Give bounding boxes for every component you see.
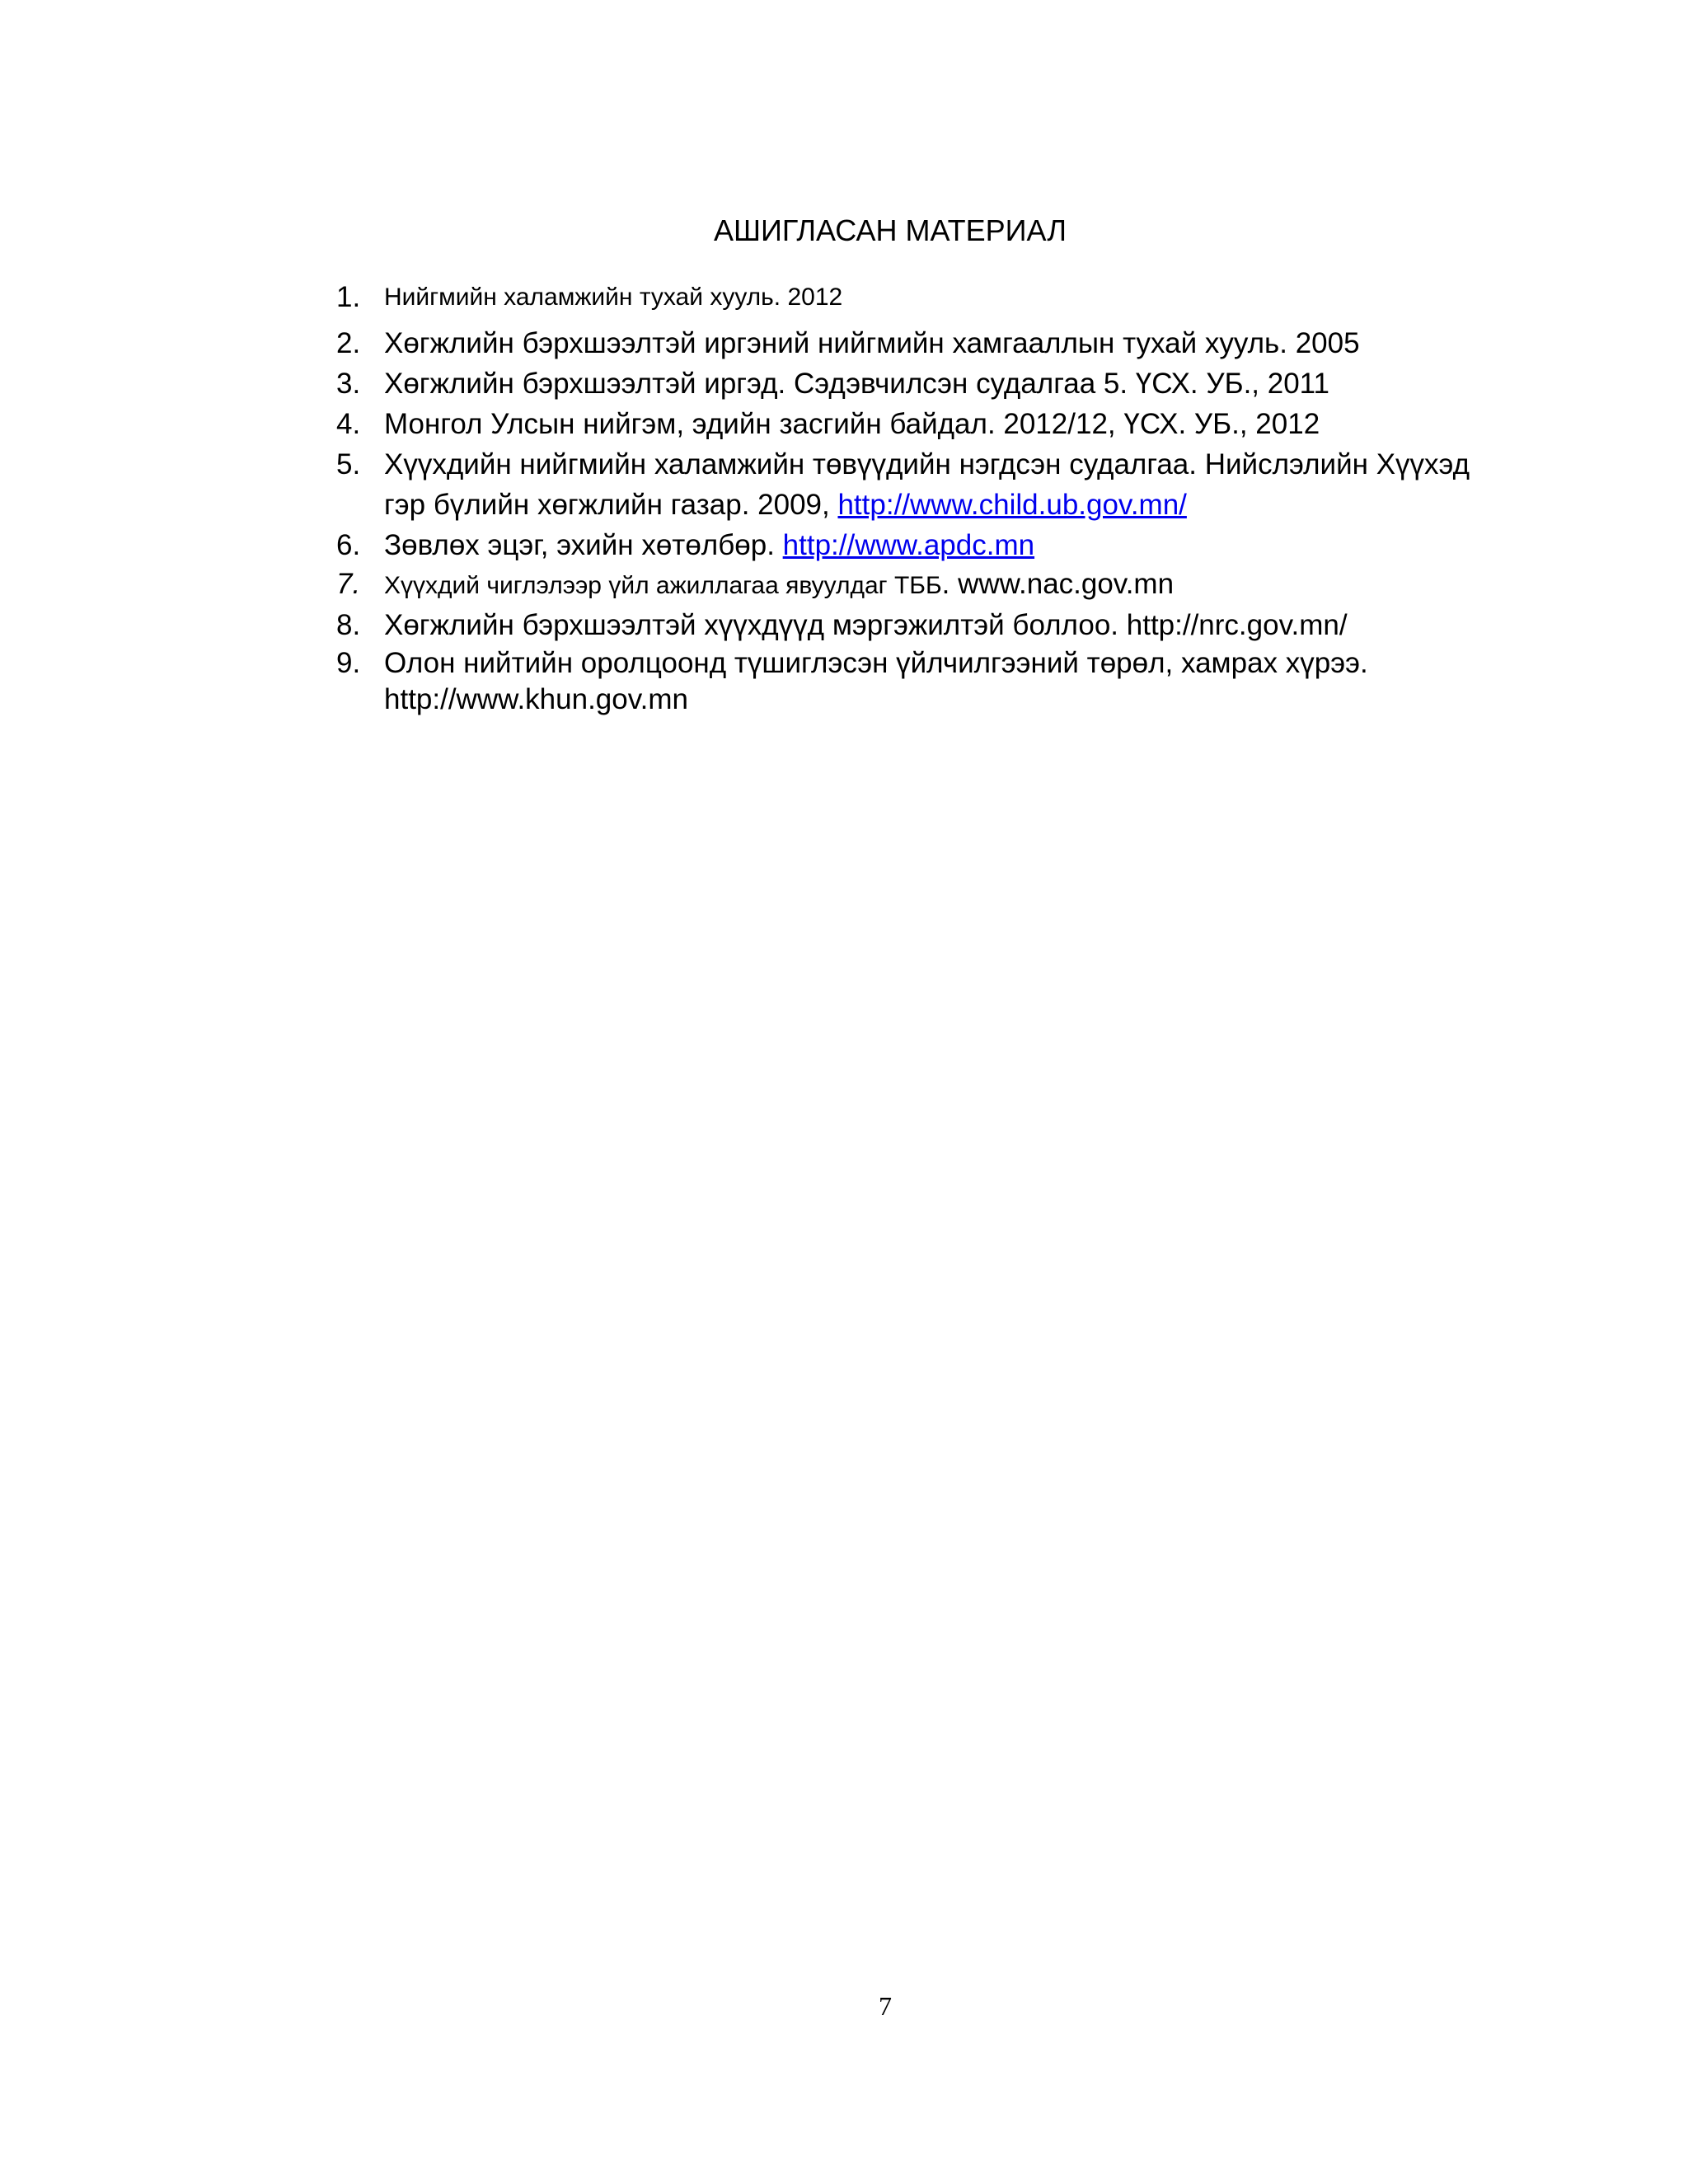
reference-item-8	[330, 605, 1500, 645]
reference-number: 7.	[336, 568, 361, 600]
reference-item-9	[330, 645, 1500, 718]
reference-number: 3.	[336, 368, 361, 400]
reference-text: Хүүхдийн нийгмийн халамжийн төвүүдийн нэгдсэн судалгаа. Нийслэлийн Хүүхэд гэр бүлийн хөгжлийн газар. 2009,	[384, 448, 1470, 521]
reference-text: Монгол Улсын нийгэм, эдийн засгийн байдал. 2012/12, ҮСХ. УБ., 2012	[384, 408, 1320, 440]
page-number: 7	[879, 1991, 892, 2021]
reference-item-4	[330, 404, 1500, 444]
reference-text-tail: . www.nac.gov.mn	[941, 568, 1175, 600]
reference-link-apdc[interactable]: http://www.apdc.mn	[782, 529, 1035, 561]
reference-text: Хөгжлийн бэрхшээлтэй хүүхдүүд мэргэжилтэй боллоо. http://nrc.gov.mn/	[384, 609, 1348, 641]
reference-text: Хүүхдий чиглэлээр үйл ажиллагаа явуулдаг ТББ	[384, 572, 942, 599]
reference-number: 4.	[336, 408, 361, 440]
reference-item-1	[330, 279, 1500, 316]
reference-item-6	[330, 525, 1500, 565]
reference-item-5	[330, 444, 1500, 525]
document-title: АШИГЛАСАН МАТЕРИАЛ	[714, 213, 1067, 247]
reference-text: Хөгжлийн бэрхшээлтэй иргэд. Сэдэвчилсэн судалгаа 5. ҮСХ. УБ., 2011	[384, 368, 1330, 400]
reference-number: 2.	[336, 327, 361, 359]
reference-text: Олон нийтийн оролцоонд түшиглэсэн үйлчилгээний төрөл, хамрах хүрээ. http://www.khun.gov.mn	[384, 647, 1368, 715]
reference-link-child-ub[interactable]: http://www.child.ub.gov.mn/	[837, 489, 1187, 521]
reference-number: 1.	[336, 281, 361, 313]
reference-number: 9.	[336, 647, 361, 679]
reference-number: 6.	[336, 529, 361, 561]
reference-list	[330, 279, 1500, 718]
reference-text: Нийгмийн халамжийн тухай хууль. 2012	[384, 284, 843, 311]
reference-item-2	[330, 323, 1500, 363]
reference-text: Хөгжлийн бэрхшээлтэй иргэний нийгмийн хамгааллын тухай хууль. 2005	[384, 327, 1360, 359]
reference-text: Зөвлөх эцэг, эхийн хөтөлбөр.	[384, 529, 783, 561]
reference-item-3	[330, 363, 1500, 404]
reference-number: 5.	[336, 448, 361, 480]
reference-number: 8.	[336, 609, 361, 641]
reference-item-7	[330, 565, 1500, 605]
